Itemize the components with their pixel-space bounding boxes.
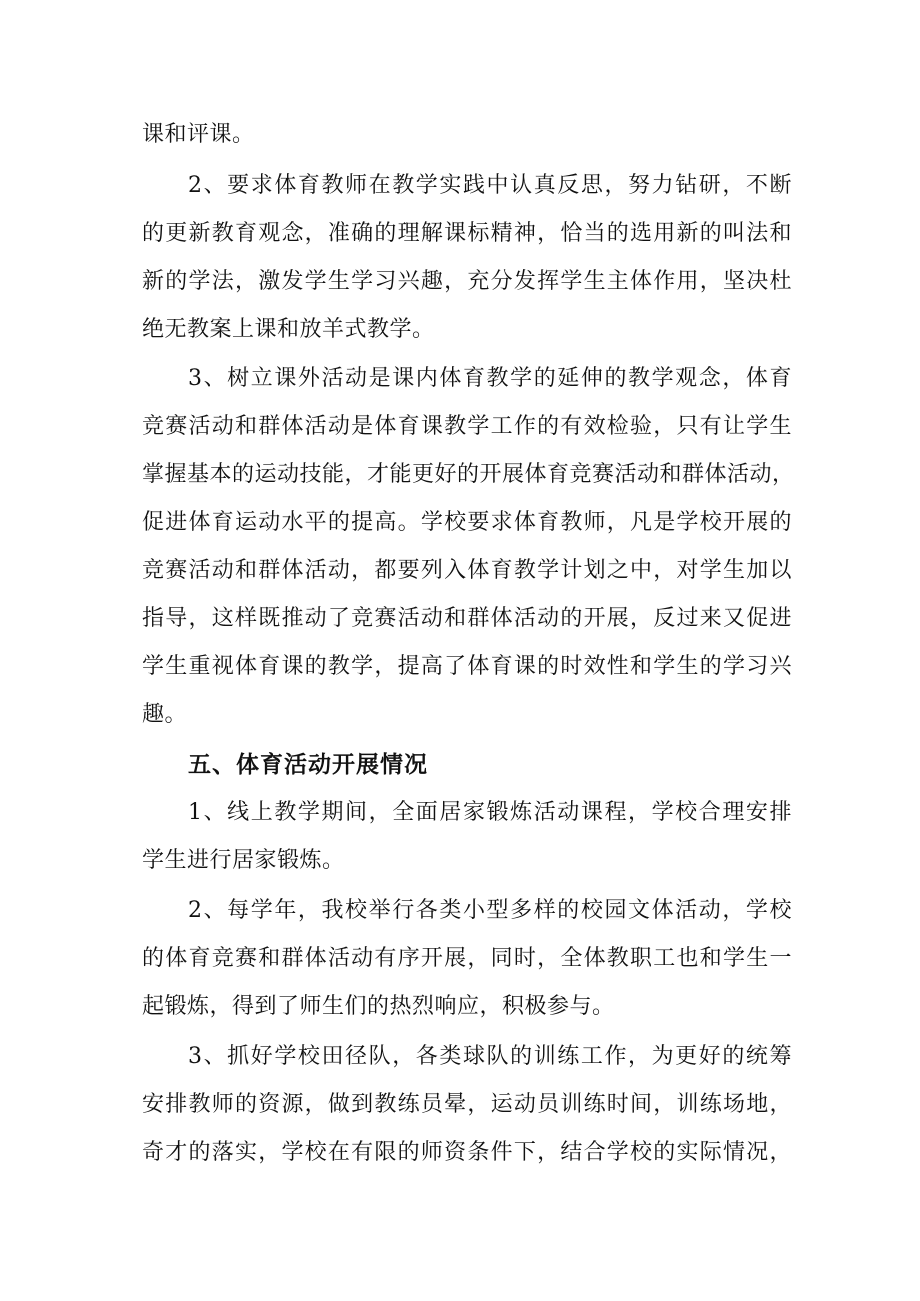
text-line: 课和评课。: [142, 122, 255, 147]
text-line: 指导，这样既推动了竞赛活动和群体活动的开展，反过来又促进: [142, 606, 792, 631]
paragraph-3-start: 3、树立课外活动是课内体育教学的延伸的教学观念，体育: [188, 366, 792, 391]
text-line: 起锻炼，得到了师生们的热烈响应，积极参与。: [142, 994, 615, 1019]
text-line: 的体育竞赛和群体活动有序开展，同时，全体教职工也和学生一: [142, 946, 792, 971]
text-line: 奇才的落实，学校在有限的师资条件下，结合学校的实际情况，: [142, 1140, 792, 1165]
text-line: 促进体育运动水平的提高。学校要求体育教师，凡是学校开展的: [142, 510, 792, 535]
text-line: 竞赛活动和群体活动是体育课教学工作的有效检验，只有让学生: [142, 414, 792, 439]
text-line: 学生重视体育课的教学，提高了体育课的时效性和学生的学习兴: [142, 654, 792, 679]
text-line: 的更新教育观念，准确的理解课标精神，恰当的选用新的叫法和: [142, 221, 792, 246]
paragraph-2-start: 2、要求体育教师在教学实践中认真反思，努力钻研，不断: [188, 173, 792, 198]
section-heading: 五、体育活动开展情况: [188, 752, 428, 778]
text-line: 竞赛活动和群体活动，都要列入体育教学计划之中，对学生加以: [142, 558, 792, 583]
text-line: 新的学法，激发学生学习兴趣，充分发挥学生主体作用，坚决杜: [142, 269, 792, 294]
text-line: 学生进行居家锻炼。: [142, 848, 345, 873]
text-line: 趣。: [142, 702, 188, 727]
text-line: 绝无教案上课和放羊式教学。: [142, 317, 435, 342]
activity-2-start: 2、每学年，我校举行各类小型多样的校园文体活动，学校: [188, 898, 792, 923]
activity-3-start: 3、抓好学校田径队，各类球队的训练工作，为更好的统筹: [188, 1044, 792, 1069]
text-line: 安排教师的资源，做到教练员晕，运动员训练时间，训练场地，: [142, 1092, 792, 1117]
activity-1-start: 1、线上教学期间，全面居家锻炼活动课程，学校合理安排: [188, 800, 792, 825]
text-line: 掌握基本的运动技能，才能更好的开展体育竞赛活动和群体活动，: [142, 462, 795, 487]
